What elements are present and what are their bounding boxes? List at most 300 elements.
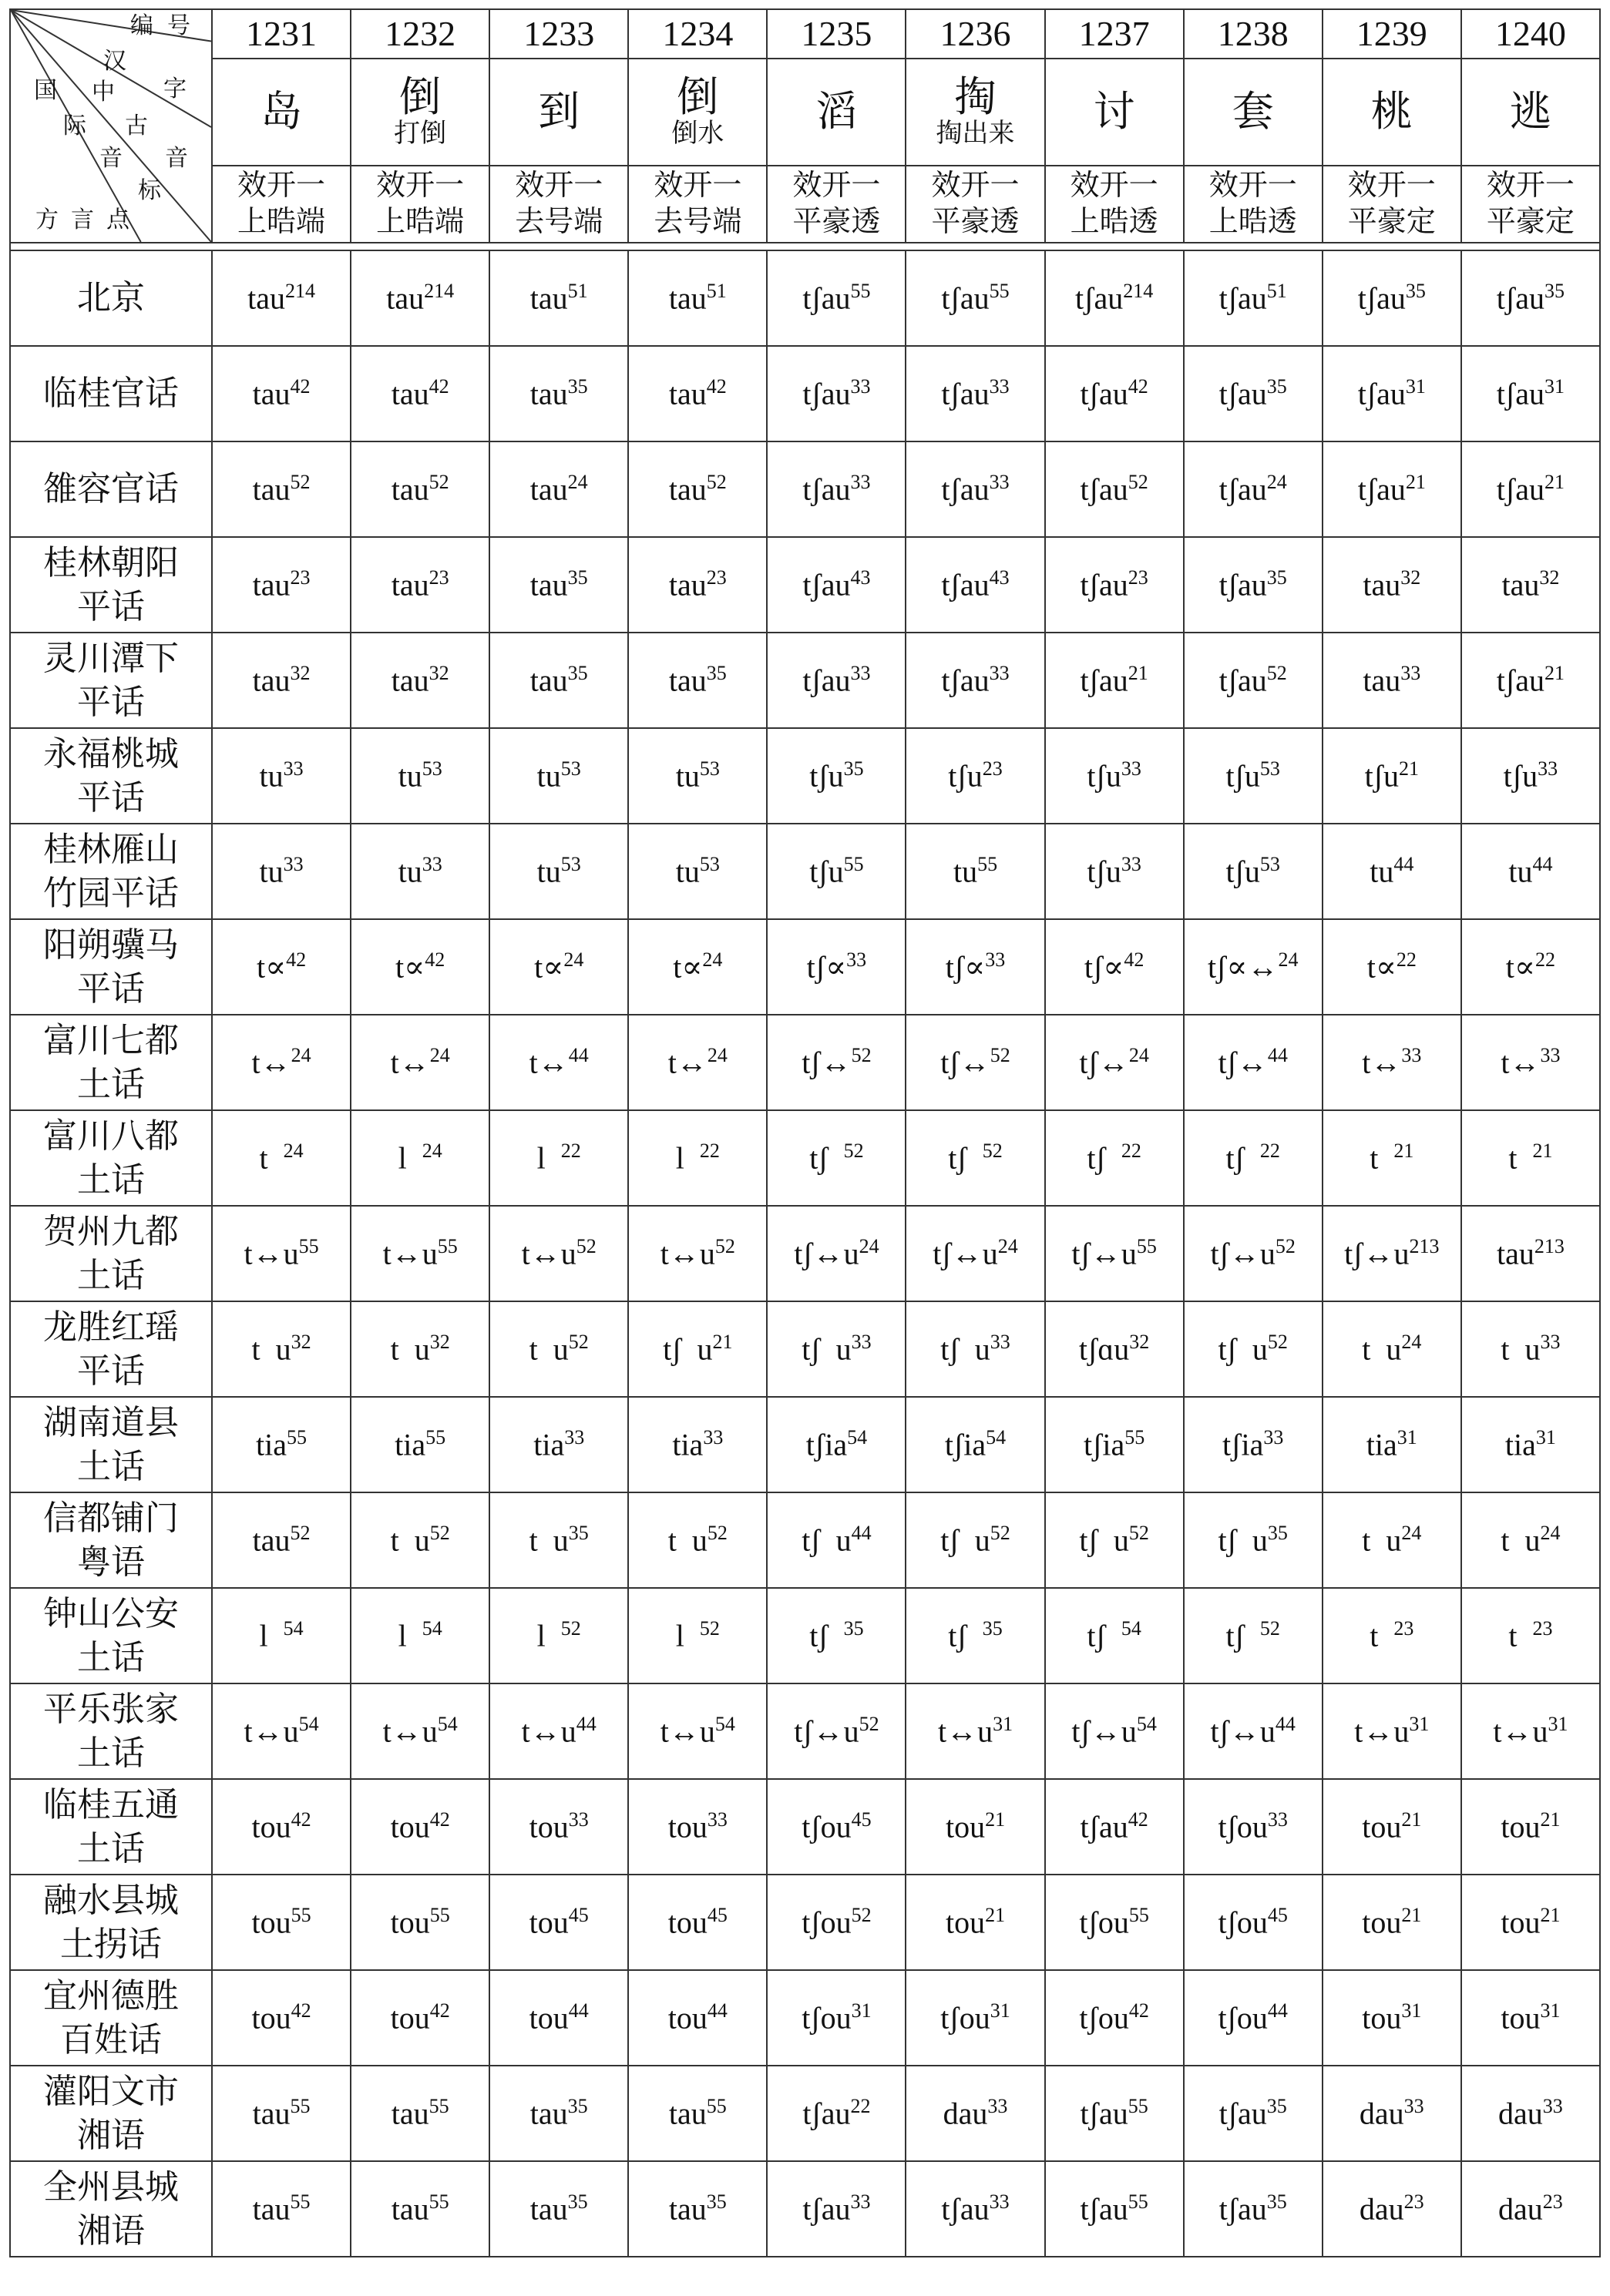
pronunciation-cell (628, 1397, 767, 1492)
tone-value: 33 (989, 662, 1010, 685)
phonetic-form: tʃ∝ (945, 949, 986, 985)
tone-value: 35 (706, 662, 727, 685)
location-name-line: 灵川潭下 (43, 639, 179, 677)
char-main: 桃 (1370, 89, 1413, 136)
location-name-line: 阳朔骥马 (43, 925, 179, 964)
tone-value: 52 (990, 1522, 1010, 1545)
tone-value: 21 (985, 1808, 1006, 1831)
tone-value: 44 (1267, 1999, 1288, 2022)
middle-chinese-cell (212, 166, 351, 243)
pronunciation-cell (906, 1875, 1044, 1970)
location-name-line: 钟山公安 (43, 1594, 179, 1633)
corner-label: 音 (165, 146, 188, 171)
location-cell (10, 346, 212, 441)
phonetic-form: tʃ (809, 1140, 844, 1176)
tone-value: 23 (1403, 2190, 1424, 2214)
phonetic-form: tou (390, 1905, 430, 1940)
pronunciation-cell (1323, 1492, 1461, 1588)
pronunciation-cell (351, 2066, 489, 2161)
phonetic-form: tʃau (1357, 472, 1406, 507)
phonetic-form: tʃau (1218, 472, 1267, 507)
tone-value: 214 (284, 280, 315, 303)
phonetic-form: dau (1498, 2191, 1543, 2227)
phonetic-form: tʃau (1357, 376, 1406, 411)
pronunciation-cell (1184, 1492, 1323, 1588)
pronunciation-cell (628, 728, 767, 824)
pronunciation-cell (1461, 1492, 1600, 1588)
tone-value: 33 (850, 471, 871, 494)
tone-value: 55 (989, 280, 1010, 303)
pronunciation-cell (1323, 2161, 1461, 2257)
phonetic-form: tʃou (1079, 2000, 1129, 2036)
phonetic-form: tʃou (802, 1809, 852, 1845)
phonetic-form: tʃ u (1218, 1331, 1268, 1367)
pronunciation-cell (1323, 1875, 1461, 1970)
pronunciation-cell (489, 250, 628, 346)
pronunciation-cell (906, 1301, 1044, 1397)
mc-tone-initial: 平豪透 (792, 206, 881, 238)
pronunciation-cell (1323, 2066, 1461, 2161)
pronunciation-cell (1184, 1875, 1323, 1970)
phonetic-form: dau (1498, 2096, 1543, 2131)
phonetic-form: tʃu (809, 854, 844, 889)
pronunciation-cell (1045, 1110, 1184, 1206)
tone-value: 23 (290, 566, 311, 589)
phonetic-form: l (675, 1140, 700, 1176)
phonetic-form: tou (390, 1809, 430, 1845)
location-name-line: 灌阳文市 (43, 2072, 179, 2110)
tone-value: 31 (1401, 1999, 1422, 2022)
tone-value: 33 (283, 853, 304, 876)
dialect-row (10, 2161, 1600, 2257)
tone-value: 24 (702, 948, 723, 972)
pronunciation-cell (767, 1397, 906, 1492)
location-cell (10, 1015, 212, 1110)
char-main: 倒 (399, 73, 442, 120)
tone-value: 55 (1124, 1426, 1145, 1449)
phonetic-form: tʃ↔ (802, 1045, 852, 1080)
header-row-middle-chinese (10, 166, 1600, 243)
pronunciation-cell (489, 919, 628, 1015)
tone-value: 42 (1124, 948, 1144, 972)
char-cell (628, 59, 767, 166)
tone-value: 55 (425, 1426, 446, 1449)
middle-chinese-cell (628, 166, 767, 243)
phonetic-form: tʃau (1496, 280, 1544, 316)
tone-value: 31 (1397, 1426, 1417, 1449)
char-gloss: 掏出来 (936, 119, 1015, 149)
tone-value: 55 (843, 853, 864, 876)
phonetic-form: tʃau (1080, 2096, 1128, 2131)
phonetic-form: tʃou (1218, 1905, 1268, 1940)
middle-chinese-cell (1184, 166, 1323, 243)
pronunciation-cell (212, 537, 351, 633)
phonetic-form: tʃau (802, 2191, 851, 2227)
phonetic-form: tou (667, 2000, 708, 2036)
dialect-row (10, 1206, 1600, 1301)
location-cell (10, 1206, 212, 1301)
location-cell (10, 250, 212, 346)
pronunciation-cell (489, 1683, 628, 1779)
location-name-line: 百姓话 (60, 2021, 162, 2059)
tone-value: 214 (1123, 280, 1154, 303)
pronunciation-cell (767, 824, 906, 919)
phonetic-form: tau (668, 663, 707, 698)
phonetic-form: t∝ (1505, 949, 1535, 985)
pronunciation-cell (1184, 537, 1323, 633)
pronunciation-cell (1323, 250, 1461, 346)
pronunciation-cell (212, 1588, 351, 1683)
tone-value: 24 (1401, 1522, 1422, 1545)
mc-tone-initial: 上晧透 (1070, 206, 1158, 238)
phonetic-form: t↔u (660, 1236, 715, 1271)
dialect-row (10, 1683, 1600, 1779)
location-name-line: 雒容官话 (43, 470, 179, 509)
pronunciation-cell (489, 537, 628, 633)
phonetic-form: tu (398, 758, 422, 794)
tone-value: 214 (424, 280, 455, 303)
tone-value: 35 (1405, 280, 1426, 303)
location-name-line: 临桂五通 (43, 1785, 179, 1824)
tone-value: 35 (982, 1617, 1003, 1640)
pronunciation-cell (906, 1110, 1044, 1206)
pronunciation-cell (489, 1301, 628, 1397)
phonetic-form: t (1508, 1140, 1533, 1176)
pronunciation-cell (906, 1970, 1044, 2066)
phonetic-form: t (1370, 1618, 1394, 1653)
pronunciation-cell (628, 1206, 767, 1301)
tone-value: 55 (298, 1235, 319, 1258)
phonetic-form: tʃ↔ (940, 1045, 990, 1080)
char-number: 1239 (1323, 9, 1461, 59)
pronunciation-cell (489, 1875, 628, 1970)
dialect-row (10, 824, 1600, 919)
phonetic-form: t∝ (256, 949, 287, 985)
pronunciation-cell (1045, 1301, 1184, 1397)
corner-label: 国 (34, 78, 57, 103)
phonetic-form: tʃ (1087, 1618, 1121, 1653)
char-number: 1232 (351, 9, 489, 59)
pronunciation-cell (212, 346, 351, 441)
mc-rhyme-group: 效开一 (654, 169, 742, 202)
tone-value: 44 (851, 1522, 872, 1545)
phonetic-form: t∝ (534, 949, 564, 985)
tone-value: 53 (560, 757, 581, 780)
tone-value: 44 (568, 1044, 589, 1067)
location-cell (10, 1301, 212, 1397)
tone-value: 35 (567, 566, 588, 589)
tone-value: 52 (851, 1044, 872, 1067)
location-name-line: 土话 (77, 1161, 145, 1199)
location-cell (10, 1588, 212, 1683)
phonetic-form: tau (391, 663, 429, 698)
pronunciation-cell (1461, 1875, 1600, 1970)
phonetic-form: tʃ↔u (933, 1236, 998, 1271)
tone-value: 24 (997, 1235, 1018, 1258)
pronunciation-cell (628, 250, 767, 346)
phonetic-form: t (259, 1140, 284, 1176)
pronunciation-cell (1184, 1779, 1323, 1875)
phonetic-form: tia (256, 1427, 287, 1462)
pronunciation-cell (767, 1110, 906, 1206)
middle-chinese-cell (767, 166, 906, 243)
location-name-line: 桂林朝阳 (43, 543, 179, 582)
location-name-line: 竹园平话 (43, 874, 179, 912)
pronunciation-cell (628, 1779, 767, 1875)
pronunciation-cell (489, 633, 628, 728)
phonetic-form: tou (251, 1905, 291, 1940)
phonetic-form: tou (251, 2000, 291, 2036)
pronunciation-cell (767, 1970, 906, 2066)
pronunciation-cell (351, 1301, 489, 1397)
pronunciation-cell (1184, 2066, 1323, 2161)
separator-cell (10, 243, 1600, 250)
pronunciation-cell (1323, 1588, 1461, 1683)
phonetic-form: tʃau (941, 472, 990, 507)
mc-tone-initial: 去号端 (654, 206, 742, 238)
location-name-line: 桂林雁山 (43, 830, 179, 868)
phonetic-form: t↔u (1493, 1714, 1548, 1749)
tone-value: 33 (987, 2095, 1008, 2118)
pronunciation-cell (489, 1492, 628, 1588)
tone-value: 33 (422, 853, 442, 876)
pronunciation-cell (351, 824, 489, 919)
pronunciation-cell (212, 633, 351, 728)
phonetic-form: tau (391, 2096, 429, 2131)
pronunciation-cell (628, 1970, 767, 2066)
tone-value: 21 (1540, 1904, 1561, 1927)
tone-value: 45 (707, 1904, 728, 1927)
char-number: 1240 (1461, 9, 1600, 59)
pronunciation-cell (489, 1397, 628, 1492)
char-number: 1233 (489, 9, 628, 59)
tone-value: 22 (850, 2095, 871, 2118)
pronunciation-cell (906, 1588, 1044, 1683)
dialect-row (10, 1779, 1600, 1875)
tone-value: 42 (291, 1999, 311, 2022)
tone-value: 45 (851, 1808, 872, 1831)
phonetic-form: l (536, 1140, 561, 1176)
location-cell (10, 537, 212, 633)
middle-chinese-cell (1045, 166, 1184, 243)
tone-value: 42 (429, 1999, 450, 2022)
tone-value: 23 (982, 757, 1003, 780)
pronunciation-cell (767, 1588, 906, 1683)
pronunciation-cell (1323, 1397, 1461, 1492)
tone-value: 22 (560, 1140, 581, 1163)
phonetic-form: tʃu (1225, 758, 1260, 794)
tone-value: 21 (1399, 757, 1420, 780)
tone-value: 31 (851, 1999, 872, 2022)
phonetic-form: t (1370, 1140, 1394, 1176)
tone-value: 33 (989, 375, 1010, 398)
pronunciation-cell (351, 1970, 489, 2066)
middle-chinese-cell (489, 166, 628, 243)
char-main: 岛 (260, 89, 303, 136)
tone-value: 55 (287, 1426, 308, 1449)
tone-value: 24 (283, 1140, 304, 1163)
phonetic-form: tʃu (1087, 854, 1121, 889)
tone-value: 53 (1259, 757, 1280, 780)
location-cell (10, 1110, 212, 1206)
phonetic-form: tau (529, 2096, 568, 2131)
tone-value: 54 (1121, 1617, 1141, 1640)
pronunciation-cell (1045, 1683, 1184, 1779)
phonetic-form: tʃau (1218, 567, 1267, 603)
tone-value: 21 (1405, 471, 1426, 494)
tone-value: 21 (1544, 471, 1565, 494)
tone-value: 24 (563, 948, 584, 972)
pronunciation-cell (1184, 441, 1323, 537)
pronunciation-cell (1323, 537, 1461, 633)
pronunciation-cell (628, 346, 767, 441)
phonetic-form: tou (529, 2000, 569, 2036)
phonetic-form: tʃ u (940, 1522, 990, 1558)
phonetic-form: tʃau (802, 663, 851, 698)
pronunciation-cell (1184, 633, 1323, 728)
phonetic-form: tau (252, 1522, 291, 1558)
phonetic-form: tʃau (802, 376, 851, 411)
phonetic-form: tʃau (1080, 2191, 1128, 2227)
tone-value: 53 (699, 757, 720, 780)
phonetic-form: tʃau (941, 376, 990, 411)
pronunciation-cell (212, 1301, 351, 1397)
phonetic-form: tʃ∝ (1084, 949, 1124, 985)
pronunciation-cell (1045, 2161, 1184, 2257)
tone-value: 45 (568, 1904, 589, 1927)
char-gloss: 打倒 (394, 119, 447, 149)
phonetic-form: tʃou (1218, 2000, 1268, 2036)
tone-value: 33 (850, 375, 871, 398)
tone-value: 55 (429, 1904, 450, 1927)
phonetic-form: l (675, 1618, 700, 1653)
dialect-row (10, 537, 1600, 633)
pronunciation-cell (1045, 1588, 1184, 1683)
pronunciation-cell (906, 346, 1044, 441)
pronunciation-cell (1045, 2066, 1184, 2161)
tone-value: 33 (851, 1331, 872, 1354)
char-number: 1231 (212, 9, 351, 59)
tone-value: 24 (707, 1044, 728, 1067)
pronunciation-cell (212, 2066, 351, 2161)
phonetic-form: t u (251, 1331, 291, 1367)
tone-value: 52 (1266, 662, 1287, 685)
char-number: 1236 (906, 9, 1044, 59)
phonetic-form: tau (1496, 1236, 1534, 1271)
phonetic-form: tʃou (1218, 1809, 1268, 1845)
tone-value: 22 (1259, 1140, 1280, 1163)
pronunciation-cell (1045, 1875, 1184, 1970)
char-cell (1323, 59, 1461, 166)
phonetic-form: tau (252, 567, 291, 603)
pronunciation-cell (1184, 346, 1323, 441)
char-number: 1237 (1045, 9, 1184, 59)
char-number: 1238 (1184, 9, 1323, 59)
phonetic-form: t↔u (1354, 1714, 1410, 1749)
tone-value: 32 (291, 1331, 311, 1354)
pronunciation-cell (1045, 1397, 1184, 1492)
phonetic-form: tʃau (941, 280, 990, 316)
corner-label: 音 (99, 146, 123, 171)
pronunciation-cell (489, 1588, 628, 1683)
phonetic-form: t u (1501, 1522, 1541, 1558)
tone-value: 35 (1544, 280, 1565, 303)
tone-value: 42 (1128, 1808, 1148, 1831)
pronunciation-cell (351, 1397, 489, 1492)
tone-value: 33 (1263, 1426, 1284, 1449)
char-cell (489, 59, 628, 166)
pronunciation-cell (351, 919, 489, 1015)
tone-value: 23 (1393, 1617, 1414, 1640)
tone-value: 55 (1136, 1235, 1157, 1258)
corner-label: 标 (138, 178, 161, 203)
tone-value: 54 (986, 1426, 1007, 1449)
phonetic-form: tou (1501, 1905, 1541, 1940)
location-name-line: 平话 (77, 779, 145, 817)
pronunciation-cell (1323, 1110, 1461, 1206)
tone-value: 55 (1128, 2095, 1148, 2118)
pronunciation-cell (628, 1683, 767, 1779)
phonetic-form: tʃau (941, 2191, 990, 2227)
tone-value: 24 (291, 1044, 311, 1067)
tone-value: 52 (1128, 471, 1148, 494)
pronunciation-cell (351, 537, 489, 633)
tone-value: 51 (706, 280, 727, 303)
pronunciation-cell (906, 2161, 1044, 2257)
location-cell (10, 1492, 212, 1588)
tone-value: 31 (1405, 375, 1426, 398)
tone-value: 23 (1532, 1617, 1553, 1640)
pronunciation-cell (1461, 919, 1600, 1015)
phonetic-form: t↔u (521, 1714, 576, 1749)
pronunciation-cell (628, 1015, 767, 1110)
tone-value: 53 (699, 853, 720, 876)
pronunciation-cell (212, 1397, 351, 1492)
middle-chinese-cell (1461, 166, 1600, 243)
phonetic-form: tʃou (802, 1905, 852, 1940)
pronunciation-cell (628, 2161, 767, 2257)
tone-value: 22 (1121, 1140, 1141, 1163)
tone-value: 42 (1128, 375, 1148, 398)
tone-value: 44 (568, 1999, 589, 2022)
pronunciation-cell (767, 1206, 906, 1301)
tone-value: 21 (1540, 1808, 1561, 1831)
char-cell (1184, 59, 1323, 166)
phonetic-form: tʃu (948, 758, 983, 794)
tone-value: 33 (1400, 662, 1421, 685)
location-name-line: 平话 (77, 588, 145, 626)
phonetic-form: tʃau (1496, 663, 1544, 698)
char-cell (351, 59, 489, 166)
tone-value: 52 (560, 1617, 581, 1640)
corner-label: 际 (63, 113, 86, 139)
phonetic-form: tʃu (1225, 854, 1260, 889)
phonetic-form: tau (391, 376, 429, 411)
pronunciation-cell (767, 250, 906, 346)
phonetic-form: tʃ u (802, 1522, 852, 1558)
phonetic-form: tʃau (802, 2096, 851, 2131)
pronunciation-cell (1461, 1397, 1600, 1492)
mc-tone-initial: 平豪定 (1347, 206, 1436, 238)
pronunciation-cell (212, 1779, 351, 1875)
location-name-line: 平话 (77, 970, 145, 1008)
tone-value: 33 (1121, 853, 1141, 876)
location-name-line: 北京 (77, 279, 145, 317)
phonetic-form: t u (667, 1522, 708, 1558)
phonetic-form: tʃau (1080, 472, 1128, 507)
tone-value: 21 (985, 1904, 1006, 1927)
phonetic-form: tia (1504, 1427, 1536, 1462)
